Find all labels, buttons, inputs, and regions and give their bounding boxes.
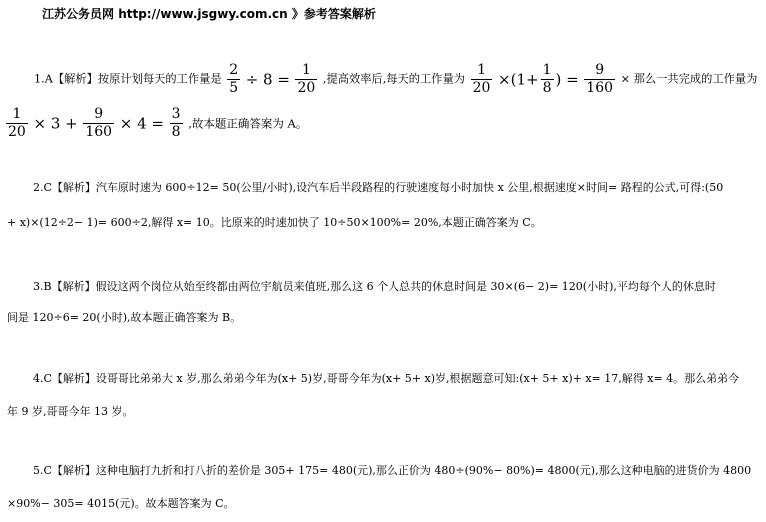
q1-frac5: $\frac{9}{160}$ <box>586 62 614 96</box>
q1-line2 <box>4 106 307 141</box>
q1-mid: ,提高效率后,每天的工作量为 <box>322 72 466 86</box>
q1-frac3: $\frac{1}{20}$ <box>472 62 491 96</box>
q2-line1: 2.C【解析】汽车原时速为 600÷12= 50(公里/小时),设汽车后半段路程的行驶速度每小时加快 x 公里,根据速度×时间= 路程的公式,可得:(50 <box>33 181 724 194</box>
q1-op4: × 3 + <box>33 114 78 133</box>
q1-frac2: $\frac{1}{20}$ <box>297 62 316 96</box>
q1-tail: × 那么一共完成的工作量为 <box>620 72 758 86</box>
q4-line1: 4.C【解析】设哥哥比弟弟大 x 岁,那么弟弟今年为(x+ 5)岁,哥哥今年为(x+ 5+ x)岁,根据题意可知:(x+ 5+ x)+ x= 17,解得 x= 4。那么弟弟今 <box>33 372 740 385</box>
q1-op2: ×(1+ <box>498 70 539 89</box>
site-name: 江苏公务员网 <box>42 7 115 21</box>
header-suffix: 》参考答案解析 <box>291 7 376 21</box>
q1-end: ,故本题正确答案为 A。 <box>188 116 308 131</box>
q1-intro: 1.A【解析】按原计划每天的工作量是 <box>34 72 222 86</box>
q1-op5: × 4 = <box>119 114 164 133</box>
q1-frac6: $\frac{1}{20}$ <box>8 106 26 140</box>
q3-line2: 间是 120÷6= 20(小时),故本题正确答案为 B。 <box>7 311 242 324</box>
q4-line2: 年 9 岁,哥哥今年 13 岁。 <box>7 405 134 418</box>
q3-line1: 3.B【解析】假设这两个岗位从始至终都由两位宇航员来值班,那么这 6 个人总共的休息时间是 30×(6− 2)= 120(小时),平均每个人的休息时 <box>33 280 716 293</box>
q1-op3: ) = <box>555 70 579 89</box>
site-url-link[interactable]: http://www.jsgwy.com.cn <box>118 7 288 21</box>
q1-frac4: $\frac{1}{8}$ <box>542 62 552 96</box>
q5-line1: 5.C【解析】这种电脑打九折和打八折的差价是 305+ 175= 480(元),那么正价为 480÷(90%− 80%)= 4800(元),那么这种电脑的进货价为 4800 <box>33 464 752 477</box>
q1-frac1: $\frac{2}{5}$ <box>229 62 239 96</box>
q1-frac8: $\frac{3}{8}$ <box>171 106 181 140</box>
q1-op1: ÷ 8 = <box>245 70 290 89</box>
q1-frac7: $\frac{9}{160}$ <box>85 106 113 140</box>
q1-line1 <box>34 62 757 97</box>
q2-line2: + x)×(12÷2− 1)= 600÷2,解得 x= 10。比原来的时速加快了 10÷50×100%= 20%,本题正确答案为 C。 <box>7 216 542 229</box>
q5-line2: ×90%− 305= 4015(元)。故本题答案为 C。 <box>7 497 235 510</box>
page-header <box>42 5 376 22</box>
